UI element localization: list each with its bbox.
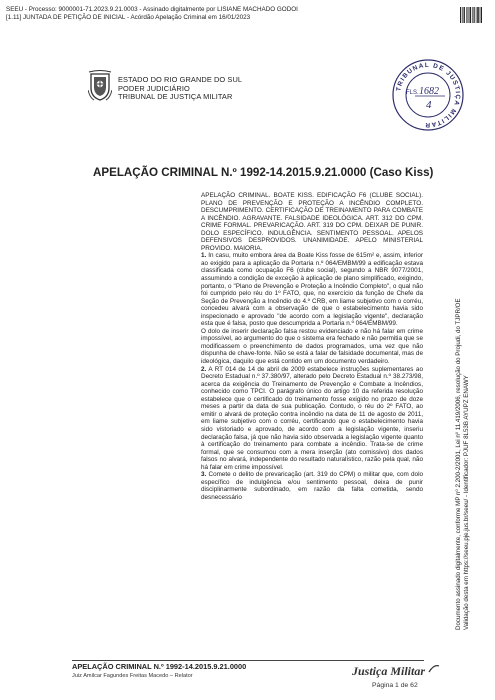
body-paragraph-1: [201, 252, 423, 327]
page-title: APELAÇÃO CRIMINAL N.º 1992-14.2015.9.21.0000 (Caso Kiss): [93, 166, 434, 179]
body-paragraph-3: [201, 366, 423, 472]
court-seal-stamp: [391, 58, 465, 132]
digital-signature-note: [455, 40, 488, 630]
body-paragraph-4: [201, 471, 423, 501]
paragraph-number: 3.: [201, 471, 207, 479]
org-court: TRIBUNAL DE JUSTIÇA MILITAR: [118, 92, 233, 102]
paragraph-text: In casu, muito embora área da Boate Kiss fosse de 615m² e, assim, inferior ao exigido para a aplicação da Portaria n.º 064/EMBM/99 a edificação estava classificada como ocupação F6 (clube social), segundo a NBR 9077/2001, assumindo a condição de exceção à aplicação de plano simplificado, exigindo, portanto, o "Plano de Prevenção e Proteção a Incêndio Completo", o qual não foi cumprido pelo réu do 1º FATO, que, no exercício da função de Chefe da Seção de Prevenção a Incêndio do 4.º CRB, em liame subjetivo com o corréu, concedeu alvará com a observação de que o estabelecimento havia sido inspecionado e aprovado "de acordo com a legislação vigente", declaração esta que é falsa, posto que descumprida a Portaria n.º 064/EMBM/99.: [201, 252, 423, 328]
logo-swoosh-icon: [428, 664, 440, 674]
footer-relator: Juiz Amilcar Fagundes Freitas Macedo – Relator: [72, 673, 193, 679]
logo-text: Justiça Militar: [352, 664, 426, 678]
org-state: ESTADO DO RIO GRANDE DO SUL: [118, 75, 243, 84]
paragraph-number: 1.: [201, 252, 207, 260]
footer-case-title: APELAÇÃO CRIMINAL N.º 1992-14.2015.9.21.0000: [72, 662, 247, 671]
page-indicator: Página 1 de 62: [372, 682, 418, 689]
barcode-icon: [459, 6, 483, 24]
ementa-paragraph: APELAÇÃO CRIMINAL. BOATE KISS. EDIFICAÇÃO F6 (CLUBE SOCIAL). PLANO DE PREVENÇÃO E PROTEÇÃO A INCÊNDIO COMPLETO. DESCUMPRIMENTO. CERTIFICAÇÃO DE TREINAMENTO PARA COMBATE A INCÊNDIO. AGRAVANTE. FALSIDADE IDEOLÓGICA. ART. 312 DO CPM. CRIME FORMAL. PREVARICAÇÃO. ART. 319 DO CPM. DEIXAR DE PUNIR. DOLO ESPECÍFICO. INDULGÊNCIA. SENTIMENTO PESSOAL. APELOS DEFENSIVOS DESPROVIDOS. UNANIMIDADE. APELO MINISTERIAL PROVIDO. MAIORIA.: [201, 192, 423, 252]
footer-divider: [72, 660, 424, 661]
seal-fls-number: 1682: [419, 86, 439, 97]
seal-ring-text: TRIBUNAL DE JUSTIÇA MILITAR: [395, 61, 462, 129]
signature-note-line-1: Documento assinado digitalmente, conforme MP nº 2.200-2/2001, Lei nº 11.419/2006, resolução do Projudi, do TJPR/OE: [455, 298, 462, 630]
body-paragraph-2: [201, 328, 423, 366]
organization-block: [118, 76, 242, 102]
juntada-header-line: [1.11] JUNTADA DE PETIÇÃO DE INICIAL - Acórdão Apelação Criminal em 16/01/2023: [6, 14, 251, 21]
paragraph-text: Comete o delito de prevaricação (art. 319 do CPM) o militar que, com dolo específico de indulgência e/ou sentimento pessoal, deixa de punir disciplinarmente subordinado, em razão da falta cometida, sendo desnecessário: [201, 471, 424, 501]
seal-handwritten-mark: 4: [426, 99, 432, 111]
justica-militar-logo: [352, 664, 440, 679]
org-power: PODER JUDICIÁRIO: [118, 83, 190, 93]
seal-fls-label: FLS.: [406, 90, 419, 96]
seeu-header-line: SEEU - Processo: 9000001-71.2023.9.21.0003 - Assinado digitalmente por LISIANE MACHADO GODOI: [6, 6, 298, 13]
signature-note-line-2: Validação desta em https://seeu.pje.jus.br/seeu/ - Identificador: PJUF 8L53B AYUPZ ENAWY: [463, 375, 471, 630]
paragraph-number: 2.: [201, 365, 207, 373]
document-body: [201, 192, 423, 501]
paragraph-text: A RT 014 de 14 de abril de 2009 estabelece instruções suplementares ao Decreto Estadual n.º 37.380/97, alterado pelo Decreto Estadual n.º 38.273/98, acerca da exigência do Treinamento de Prevenção e Combate a Incêndios, conhecido como TPCI. O parágrafo único do artigo 10 da referida resolução estabelece que o certificado do treinamento fosse exigido no prazo de doze meses a partir da data de sua publicação. Contudo, o réu do 2º FATO, ao emitir o alvará de proteção contra incêndio na data de 11 de agosto de 2011, em liame subjetivo com o corréu, certificando que o estabelecimento havia sido vistoriado e aprovado, de acordo com a legislação vigente, inseriu declaração falsa, já que não havia sido observada a legislação vigente quanto à certificação do treinamento para combate a incêndio. Trata-se de crime formal, que se consumou com a mera inserção (ato comissivo) dos dados falsos no alvará, independente do resultado naturalístico, razão pela qual, não há falar em crime impossível.: [201, 365, 423, 471]
paragraph-text: O dolo de inserir declaração falsa restou evidenciado e não há falar em crime impossível, ao argumento do que o sistema era fechado e não permitia que se modificassem o preenchimento de dados programados, uma vez que não dispunha de chave-fonte. Não se está a falar de falsidade documental, mas de ideológica, daquilo que está contido em um documento verdadeiro.: [201, 327, 423, 366]
state-crest-icon: [88, 70, 112, 102]
